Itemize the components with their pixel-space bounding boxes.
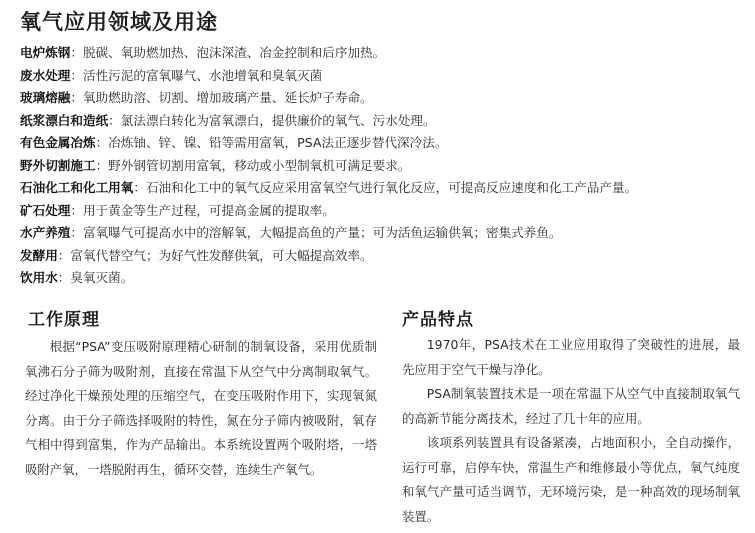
- application-term: 石油化工和化工用氧: [20, 180, 134, 195]
- application-description: ：活性污泥的富氧曝气、水池增氧和臭氧灭菌: [70, 67, 323, 83]
- application-term: 野外切割施工: [20, 157, 96, 173]
- application-description: ：氯法漂白转化为富氧漂白，提供廉价的氧气、污水处理。: [108, 112, 436, 128]
- list-item: [20, 65, 740, 88]
- list-item: [20, 200, 740, 223]
- application-term: 有色金属冶炼: [20, 135, 96, 150]
- principle-heading: 工作原理: [28, 310, 100, 330]
- application-description: ：臭氧灭菌。: [57, 270, 134, 285]
- application-term: 电炉炼钢: [20, 45, 71, 60]
- list-item: [20, 267, 740, 290]
- principle-paragraph: 根据“PSA”变压吸附原理精心研制的制氧设备，采用优质制氧沸石分子筛为吸附剂，直接在常温下从空气中分离制取氧气。经过净化干燥预处理的压缩空气，在变压吸附作用下，实现氧氮分离。由于分子筛选择吸附的特性，氮在分子筛内被吸附，氧存气相中得到富集，作为产品输出。本系统设置两个吸附塔，一塔吸附产氧，一塔脱附再生，循环交替，连续生产氧气。: [25, 339, 377, 477]
- application-description: ：用于黄金等生产过程，可提高金属的提取率。: [70, 202, 335, 218]
- application-description: ：石油和化工中的氧气反应采用富氧空气进行氧化反应，可提高反应速度和化工产品产量。: [133, 180, 638, 195]
- features-paragraph: 1970年，PSA技术在工业应用取得了突破性的进展，最先应用于空气干燥与净化。: [402, 337, 740, 377]
- principle-section: [25, 335, 377, 482]
- application-term: 玻璃熔融: [20, 90, 71, 105]
- features-paragraph: 该项系列装置具有设备紧凑，占地面积小，全自动操作，运行可靠，启停车快，常温生产和维修最小等优点，氧气纯度和氧气产量可适当调节，无环境污染，是一种高效的现场制氧装置。: [402, 435, 740, 524]
- application-term: 纸浆漂白和造纸: [20, 112, 109, 128]
- list-item: [20, 155, 740, 178]
- application-term: 饮用水: [20, 270, 58, 285]
- list-item: [20, 222, 740, 245]
- page-title: 氧气应用领域及用途: [20, 10, 218, 34]
- list-item: [20, 87, 740, 110]
- application-description: ：冶炼铀、锌、镍、铅等需用富氧，PSA法正逐步替代深冷法。: [95, 135, 448, 150]
- features-section: [402, 333, 740, 529]
- list-item: [20, 110, 740, 133]
- features-heading: 产品特点: [402, 310, 474, 330]
- application-term: 发酵用: [20, 247, 58, 263]
- application-description: ：脱碳、氧助燃加热、泡沫深渣、冶金控制和后序加热。: [70, 45, 386, 60]
- application-description: ：氧助燃助溶、切割、增加玻璃产量、延长炉子寿命。: [70, 90, 373, 105]
- list-item: [20, 132, 740, 155]
- application-description: ：富氧曝气可提高水中的溶解氧，大幅提高鱼的产量；可为活鱼运输供氧；密集式养鱼。: [70, 225, 562, 240]
- applications-list: [20, 42, 740, 290]
- application-term: 水产养殖: [20, 225, 71, 240]
- application-description: ：富氧代替空气；为好气性发酵供氧，可大幅提高效率。: [57, 247, 373, 263]
- application-term: 矿石处理: [20, 202, 71, 218]
- list-item: [20, 177, 740, 200]
- list-item: [20, 245, 740, 268]
- application-description: ：野外钢管切割用富氧，移动或小型制氧机可满足要求。: [95, 157, 411, 173]
- list-item: [20, 42, 740, 65]
- features-paragraph: PSA制氧装置技术是一项在常温下从空气中直接制取氧气的高新节能分离技术，经过了几十年的应用。: [402, 386, 740, 426]
- application-term: 废水处理: [20, 67, 71, 83]
